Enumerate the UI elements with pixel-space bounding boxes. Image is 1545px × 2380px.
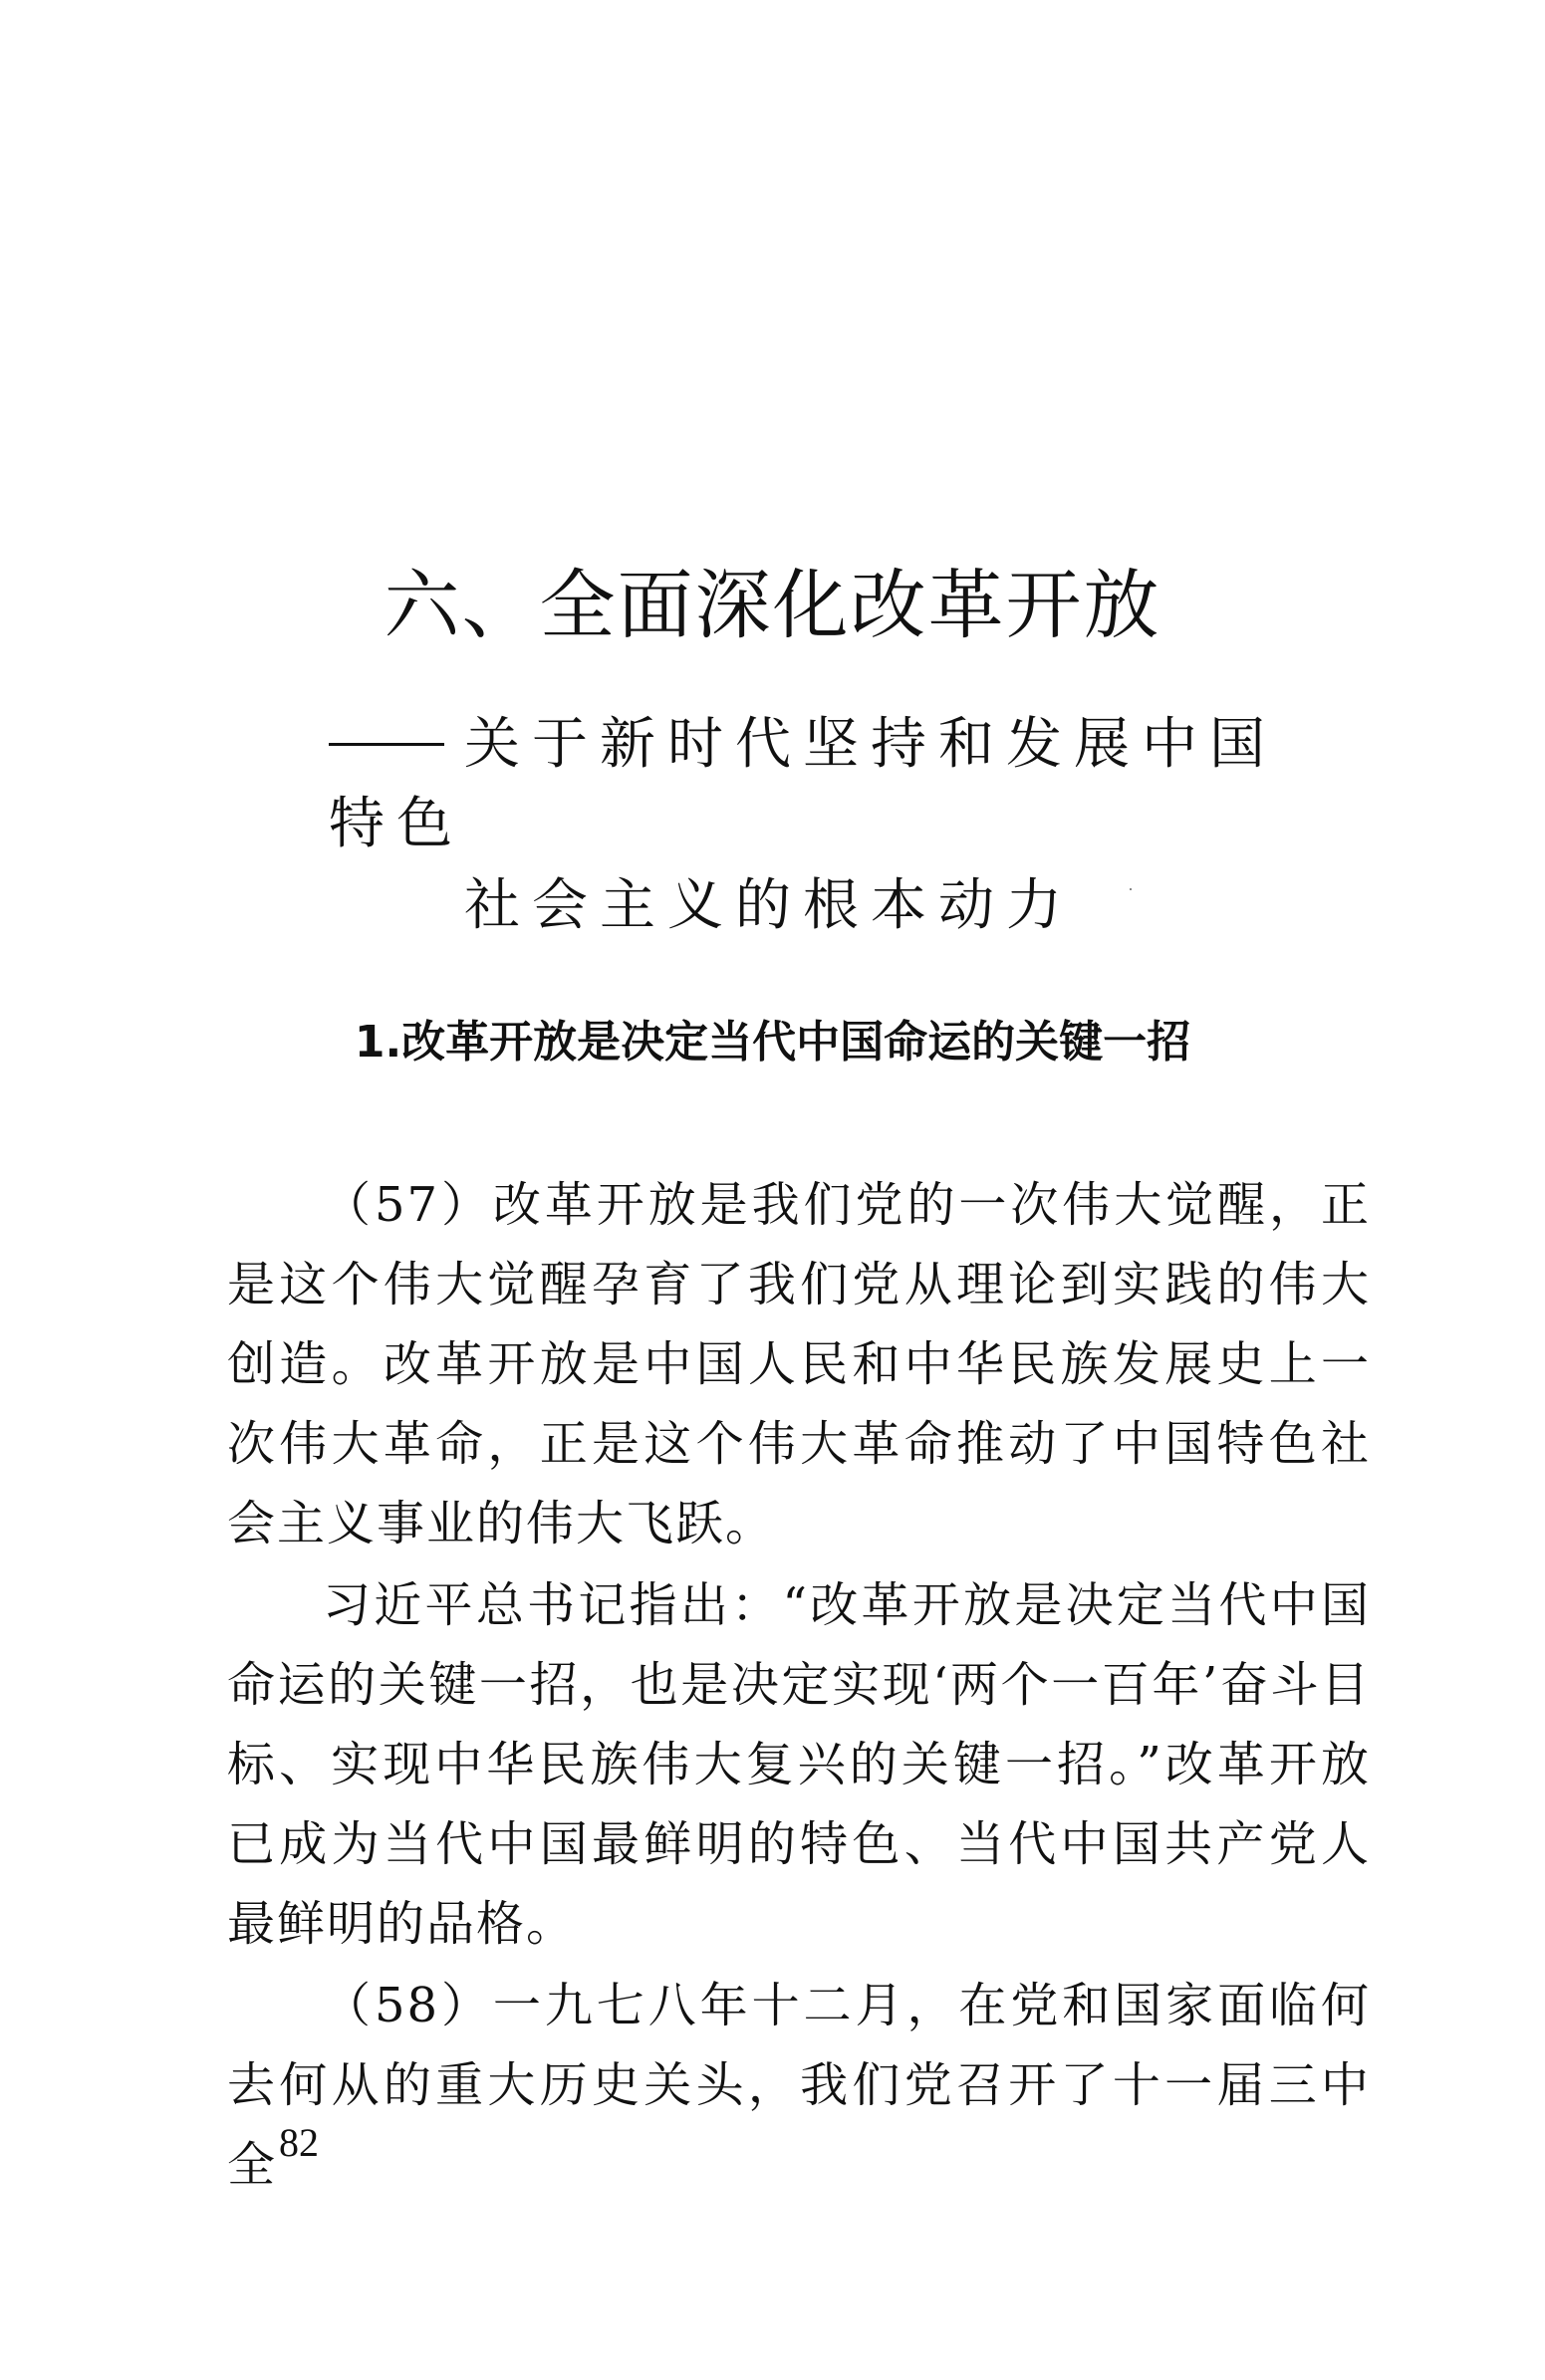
subtitle-line-1: 关于新时代坚持和发展中国特色 (329, 712, 1277, 856)
chapter-title: 六、全面深化改革开放 (384, 561, 1161, 649)
paragraph: 习近平总书记指出：“改革开放是决定当代中国命运的关键一招，也是决定实现‘两个一百年’奋斗目标、实现中华民族伟大复兴的关键一招。”改革开放已成为当代中国最鲜明的特色、当代中国共产党人最鲜明的品格。 (227, 1577, 1371, 1952)
chapter-subtitle (329, 705, 1325, 946)
scan-speck (1130, 888, 1132, 890)
paragraph: （58）一九七八年十二月，在党和国家面临何去何从的重大历史关头，我们党召开了十一届三中全 (227, 1978, 1371, 2193)
paragraph: （57）改革开放是我们党的一次伟大觉醒，正是这个伟大觉醒孕育了我们党从理论到实践的伟大创造。改革开放是中国人民和中华民族发展史上一次伟大革命，正是这个伟大革命推动了中国特色社会主义事业的伟大飞跃。 (227, 1177, 1371, 1551)
page-number: 82 (279, 2120, 319, 2165)
section-heading: 1.改革开放是决定当代中国命运的关键一招 (354, 1017, 1191, 1068)
subtitle-line-2: 社会主义的根本动力 (464, 873, 1074, 938)
em-dash-rule (329, 743, 444, 746)
body-text (227, 1165, 1371, 2207)
